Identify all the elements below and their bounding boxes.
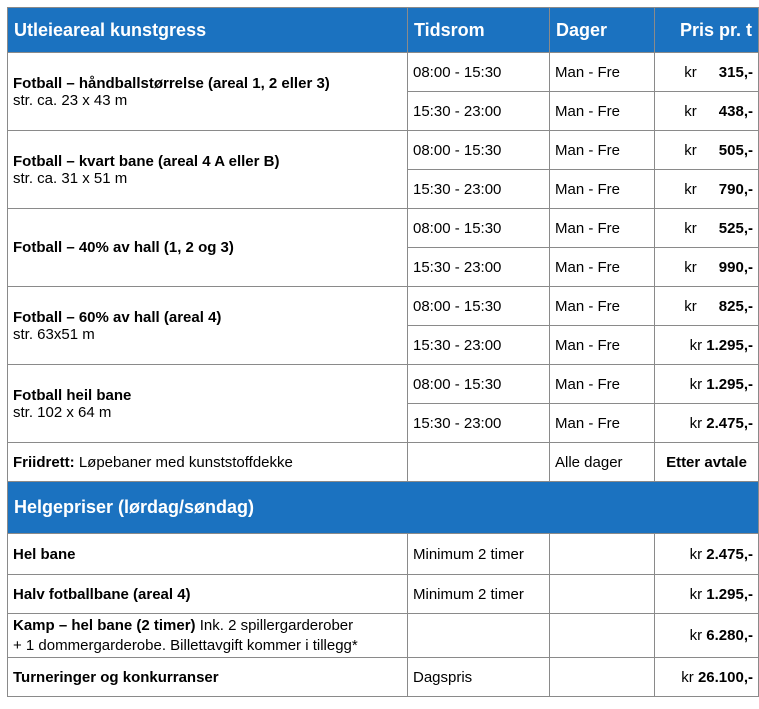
table-row bbox=[8, 443, 759, 482]
days-cell: Man - Fre bbox=[550, 365, 655, 404]
price-cell bbox=[655, 658, 759, 697]
days-cell: Man - Fre bbox=[550, 404, 655, 443]
table-row bbox=[8, 131, 759, 170]
price-cell bbox=[655, 365, 759, 404]
days-cell: Man - Fre bbox=[550, 170, 655, 209]
currency: kr bbox=[689, 336, 703, 354]
price-cell bbox=[655, 575, 759, 614]
area-title: Kamp – hel bane (2 timer) bbox=[13, 616, 196, 634]
area-cell bbox=[8, 53, 408, 131]
header-area: Utleieareal kunstgress bbox=[8, 8, 408, 53]
header-time: Tidsrom bbox=[408, 8, 550, 53]
area-title: Hel bane bbox=[8, 534, 408, 575]
area-size: str. 102 x 64 m bbox=[13, 403, 112, 421]
area-cell bbox=[8, 209, 408, 287]
header-days: Dager bbox=[550, 8, 655, 53]
price-cell bbox=[655, 534, 759, 575]
price-cell bbox=[655, 92, 759, 131]
area-size: str. 63x51 m bbox=[13, 325, 95, 343]
price-value: 790,- bbox=[718, 180, 753, 198]
currency: kr bbox=[684, 219, 697, 237]
days-cell bbox=[550, 534, 655, 575]
days-cell: Man - Fre bbox=[550, 92, 655, 131]
time-cell: 08:00 - 15:30 bbox=[408, 131, 550, 170]
price-cell bbox=[655, 326, 759, 365]
currency: kr bbox=[684, 258, 697, 276]
price-cell bbox=[655, 170, 759, 209]
area-size: str. ca. 31 x 51 m bbox=[13, 169, 128, 187]
area-title: Fotball – kvart bane (areal 4 A eller B) bbox=[13, 152, 280, 170]
currency: kr bbox=[689, 627, 703, 644]
currency: kr bbox=[684, 102, 697, 120]
currency: kr bbox=[689, 414, 703, 432]
time-cell: 08:00 - 15:30 bbox=[408, 53, 550, 92]
table-row bbox=[8, 658, 759, 697]
price-value: 6.280,- bbox=[706, 627, 753, 644]
area-description-line2: + 1 dommergarderobe. Billettavgift kommer i tillegg* bbox=[13, 636, 358, 654]
area-title: Fotball – 40% av hall (1, 2 og 3) bbox=[13, 239, 234, 256]
time-cell: Minimum 2 timer bbox=[408, 534, 550, 575]
currency: kr bbox=[689, 545, 703, 563]
time-cell: 08:00 - 15:30 bbox=[408, 209, 550, 248]
price-value: 438,- bbox=[718, 102, 753, 120]
table-row bbox=[8, 614, 759, 658]
currency: kr bbox=[689, 585, 703, 603]
price-value: 1.295,- bbox=[706, 375, 753, 393]
area-cell bbox=[8, 287, 408, 365]
area-cell bbox=[8, 365, 408, 443]
time-cell: Minimum 2 timer bbox=[408, 575, 550, 614]
time-cell: 15:30 - 23:00 bbox=[408, 326, 550, 365]
days-cell: Alle dager bbox=[550, 443, 655, 482]
currency: kr bbox=[684, 180, 697, 198]
header-price: Pris pr. t bbox=[655, 8, 759, 53]
price-value: 825,- bbox=[718, 297, 753, 315]
weekend-title: Helgepriser (lørdag/søndag) bbox=[8, 482, 759, 534]
area-title: Fotball heil bane bbox=[13, 386, 132, 404]
days-cell: Man - Fre bbox=[550, 326, 655, 365]
area-title: Halv fotballbane (areal 4) bbox=[8, 575, 408, 614]
price-cell bbox=[655, 287, 759, 326]
days-cell: Man - Fre bbox=[550, 287, 655, 326]
area-cell bbox=[8, 614, 408, 658]
area-title: Turneringer og konkurranser bbox=[8, 658, 408, 697]
time-cell bbox=[408, 443, 550, 482]
area-description: Ink. 2 spillergarderober bbox=[195, 616, 354, 634]
area-title: Friidrett: bbox=[13, 453, 75, 471]
table-row bbox=[8, 209, 759, 248]
section-header bbox=[8, 482, 759, 534]
currency: kr bbox=[684, 297, 697, 315]
days-cell: Man - Fre bbox=[550, 248, 655, 287]
area-size: str. ca. 23 x 43 m bbox=[13, 91, 128, 109]
price-value: 26.100,- bbox=[697, 668, 753, 686]
days-cell: Man - Fre bbox=[550, 209, 655, 248]
table-row bbox=[8, 53, 759, 92]
currency: kr bbox=[684, 63, 697, 81]
days-cell bbox=[550, 575, 655, 614]
currency: kr bbox=[684, 141, 697, 159]
price-value: 505,- bbox=[718, 141, 753, 159]
days-cell bbox=[550, 614, 655, 658]
price-table bbox=[7, 7, 759, 697]
price-cell: Etter avtale bbox=[655, 443, 759, 482]
time-cell: Dagspris bbox=[408, 658, 550, 697]
days-cell: Man - Fre bbox=[550, 131, 655, 170]
price-value: 990,- bbox=[718, 258, 753, 276]
price-value: 2.475,- bbox=[706, 545, 753, 563]
area-title: Fotball – 60% av hall (areal 4) bbox=[13, 308, 222, 326]
price-value: 525,- bbox=[718, 219, 753, 237]
time-cell: 15:30 - 23:00 bbox=[408, 170, 550, 209]
price-cell bbox=[655, 53, 759, 92]
currency: kr bbox=[689, 375, 703, 393]
time-cell bbox=[408, 614, 550, 658]
time-cell: 08:00 - 15:30 bbox=[408, 365, 550, 404]
area-cell bbox=[8, 443, 408, 482]
area-cell bbox=[8, 131, 408, 209]
currency: kr bbox=[681, 668, 694, 686]
price-cell bbox=[655, 209, 759, 248]
price-cell bbox=[655, 404, 759, 443]
price-value: 1.295,- bbox=[706, 336, 753, 354]
table-row bbox=[8, 287, 759, 326]
time-cell: 15:30 - 23:00 bbox=[408, 248, 550, 287]
header-row bbox=[8, 8, 759, 53]
area-title: Fotball – håndballstørrelse (areal 1, 2 eller 3) bbox=[13, 74, 330, 92]
price-value: 315,- bbox=[718, 63, 753, 81]
table-row bbox=[8, 534, 759, 575]
price-cell bbox=[655, 614, 759, 658]
price-cell bbox=[655, 248, 759, 287]
time-cell: 08:00 - 15:30 bbox=[408, 287, 550, 326]
table-row bbox=[8, 575, 759, 614]
days-cell bbox=[550, 658, 655, 697]
days-cell: Man - Fre bbox=[550, 53, 655, 92]
price-value: 2.475,- bbox=[706, 414, 753, 432]
time-cell: 15:30 - 23:00 bbox=[408, 92, 550, 131]
price-cell bbox=[655, 131, 759, 170]
price-value: 1.295,- bbox=[706, 585, 753, 603]
time-cell: 15:30 - 23:00 bbox=[408, 404, 550, 443]
area-description: Løpebaner med kunststoffdekke bbox=[74, 453, 293, 471]
table-row bbox=[8, 365, 759, 404]
